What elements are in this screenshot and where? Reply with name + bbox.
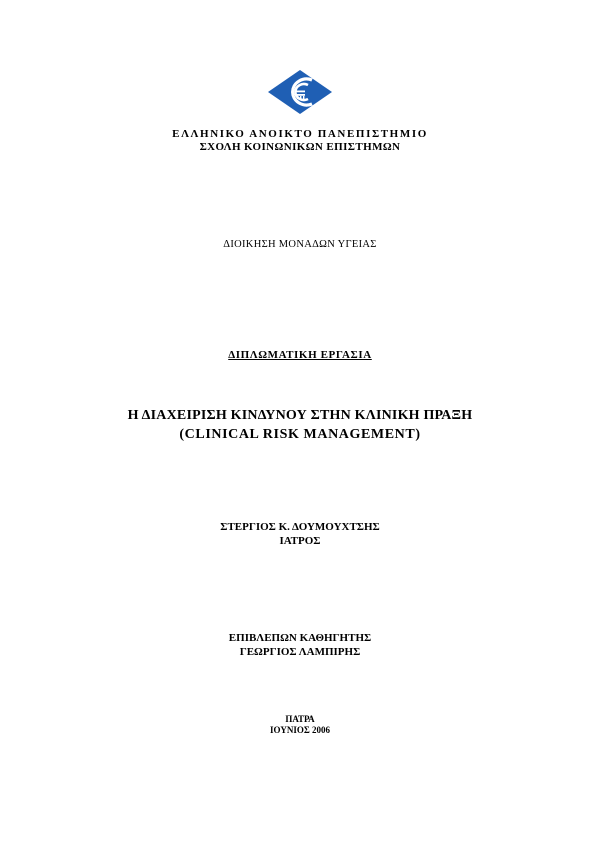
emblem-post-3 xyxy=(303,96,304,99)
author-name: ΣΤΕΡΓΙΟΣ Κ. ΔΟΥΜΟΥΧΤΣΗΣ xyxy=(220,521,380,533)
university-emblem-icon xyxy=(268,70,332,114)
university-name: ΕΛΛΗΝΙΚΟ ΑΝΟΙΚΤΟ ΠΑΝΕΠΙΣΤΗΜΙΟ xyxy=(172,128,428,140)
emblem-post-1 xyxy=(297,96,298,99)
thesis-title-greek: Η ΔΙΑΧΕΙΡΙΣΗ ΚΙΝΔΥΝΟΥ ΣΤΗΝ ΚΛΙΝΙΚΗ ΠΡΑΞΗ xyxy=(127,408,473,423)
author-role: ΙΑΤΡΟΣ xyxy=(279,535,321,547)
supervisor-name: ΓΕΩΡΓΙΟΣ ΛΑΜΠΙΡΗΣ xyxy=(239,646,361,658)
thesis-title-english: (CLINICAL RISK MANAGEMENT) xyxy=(179,427,421,442)
date: ΙΟΥΝΙΟΣ 2006 xyxy=(270,725,330,735)
school-name: ΣΧΟΛΗ ΚΟΙΝΩΝΙΚΩΝ ΕΠΙΣΤΗΜΩΝ xyxy=(199,141,401,153)
emblem-bar-1 xyxy=(296,91,305,93)
emblem-post-2 xyxy=(300,96,301,99)
supervisor-label: ΕΠΙΒΛΕΠΩΝ ΚΑΘΗΓΗΤΗΣ xyxy=(228,632,372,644)
emblem-bar-2 xyxy=(296,94,305,96)
city: ΠΑΤΡΑ xyxy=(285,714,315,724)
program-name: ΔΙΟΙΚΗΣΗ ΜΟΝΑΔΩΝ ΥΓΕΙΑΣ xyxy=(223,239,377,250)
thesis-type-label: ΔΙΠΛΩΜΑΤΙΚΗ ΕΡΓΑΣΙΑ xyxy=(228,349,372,361)
thesis-type-heading xyxy=(0,350,600,361)
